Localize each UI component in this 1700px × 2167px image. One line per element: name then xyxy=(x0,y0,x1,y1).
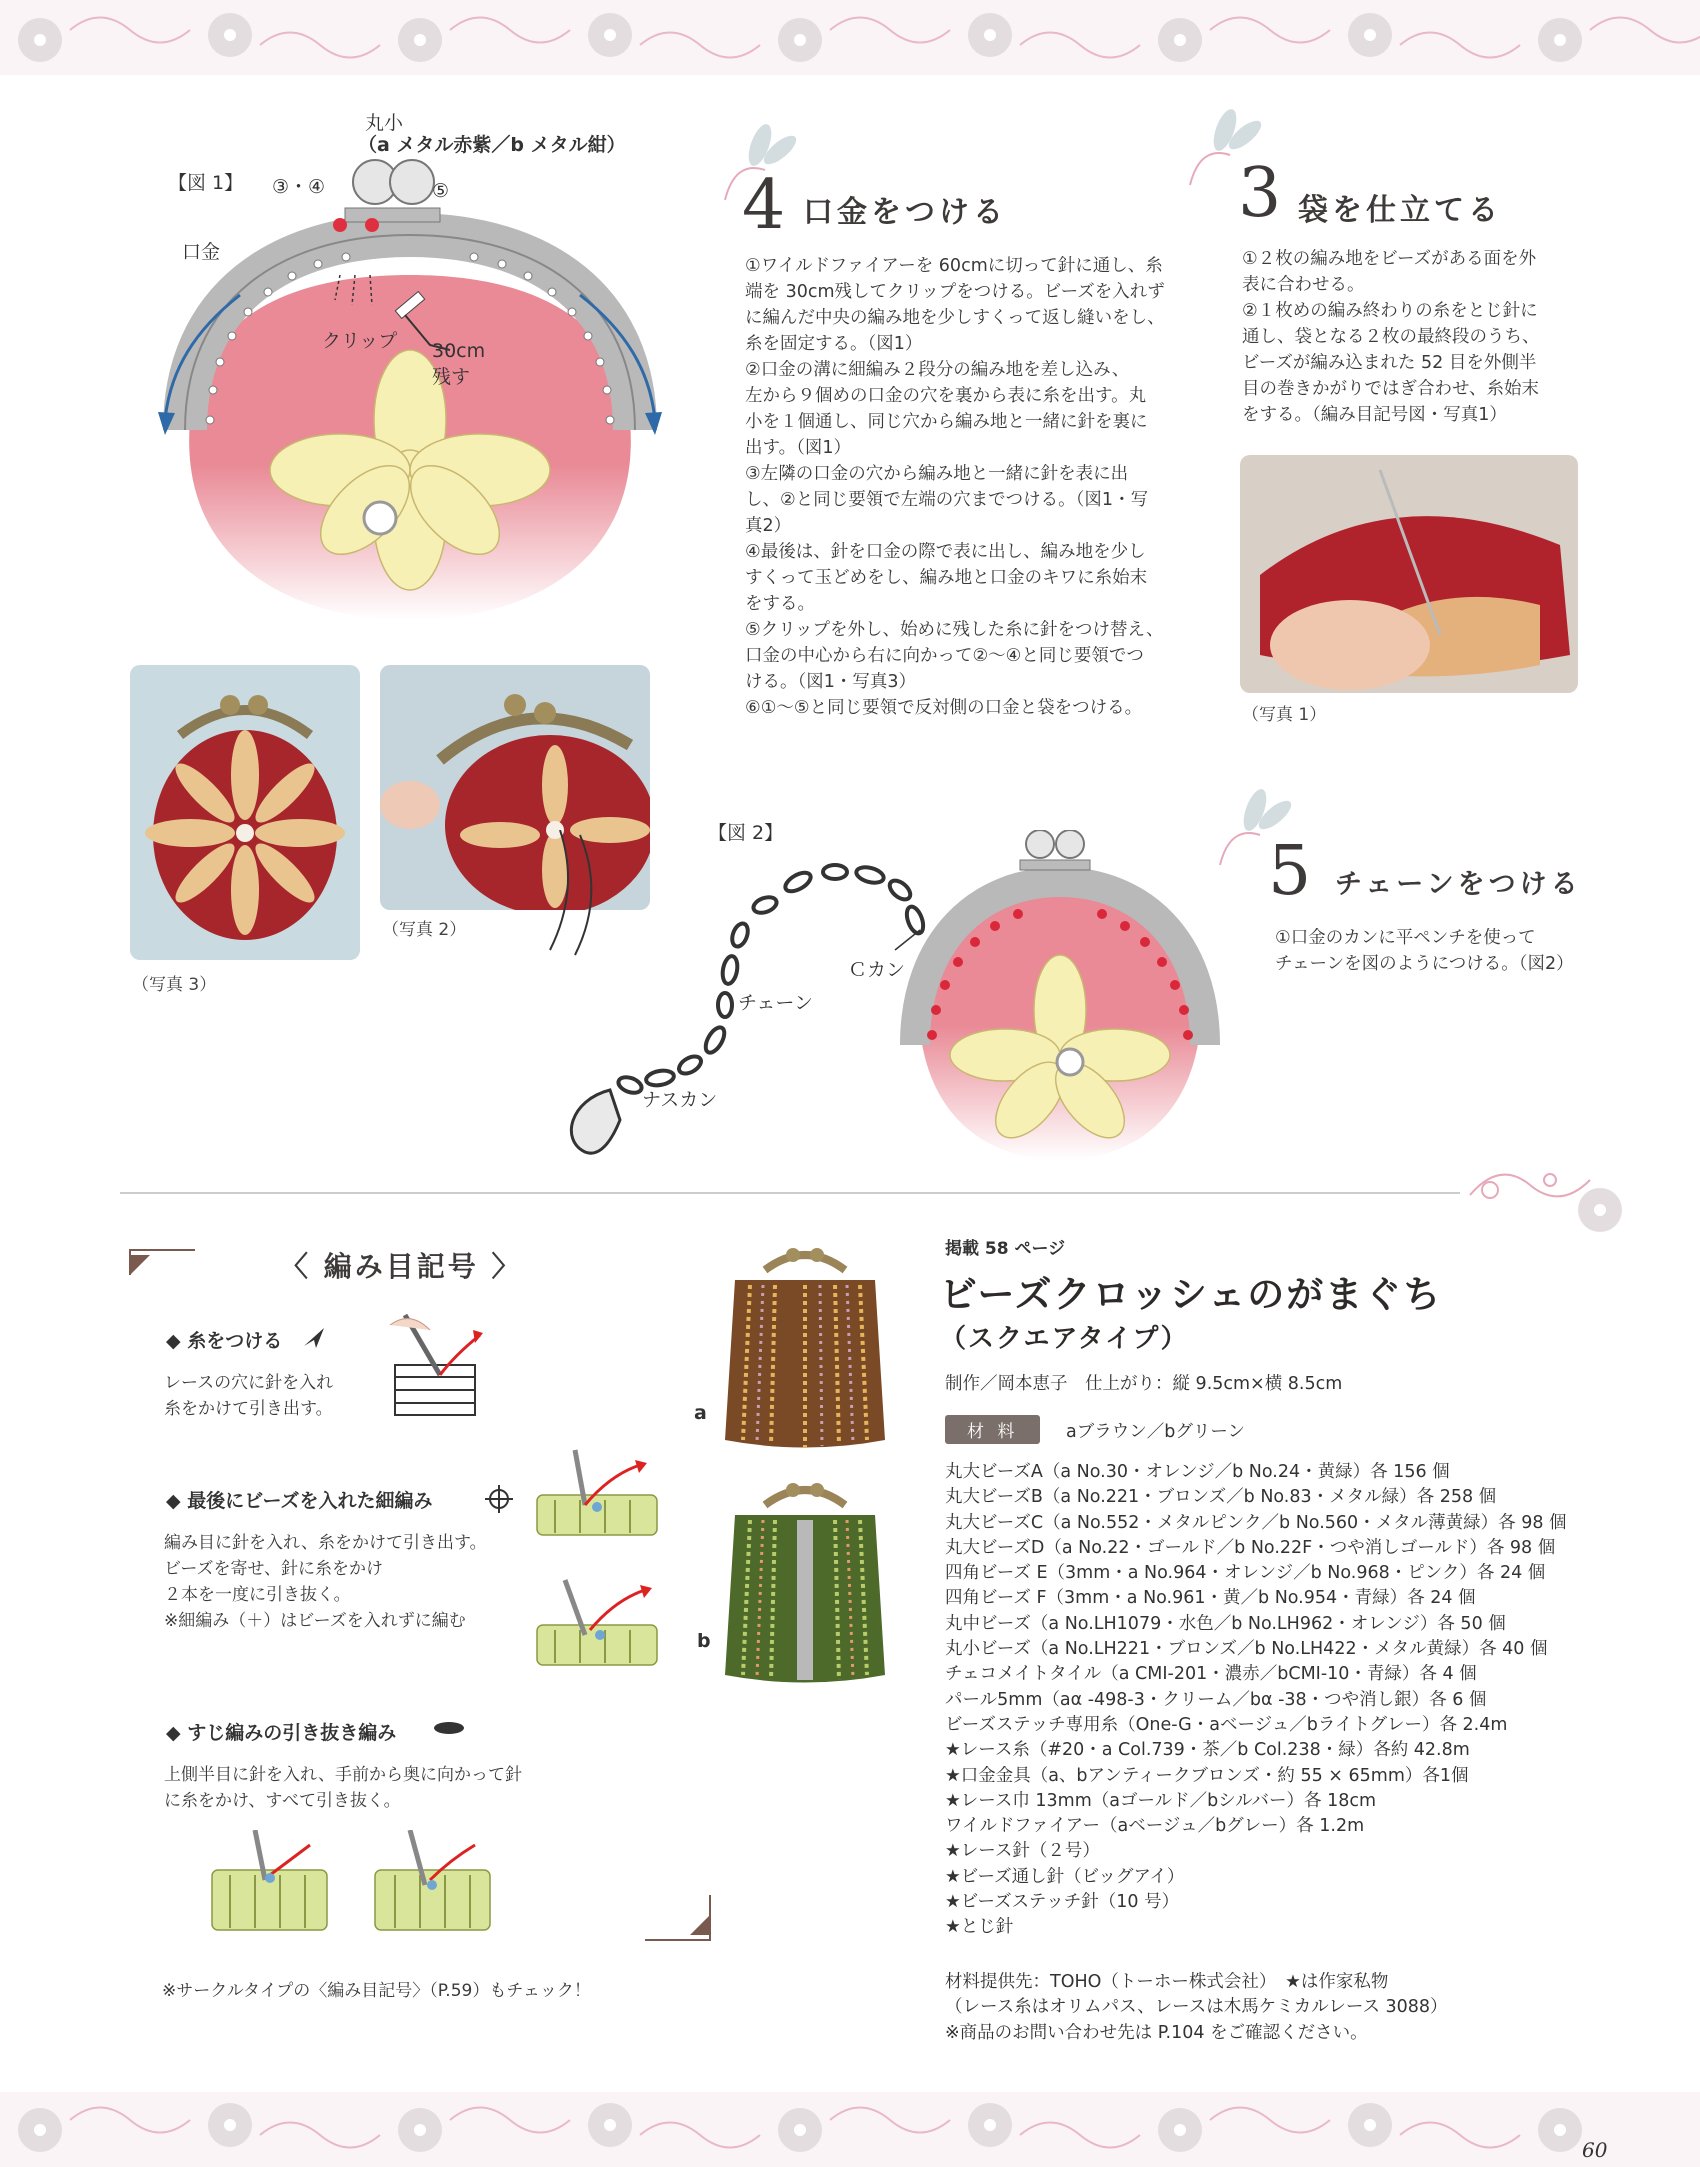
instruction-line: 真2） xyxy=(745,516,792,536)
step-3-instructions xyxy=(1242,246,1562,428)
instruction-line: ④最後は、針を口金の際で表に出し、編み地を少し xyxy=(745,542,1146,562)
material-item: ★レース針（２号） xyxy=(945,1841,1100,1862)
instruction-line: 小を１個通し、同じ穴から編み地と一緒に針を裏に xyxy=(745,412,1148,432)
material-item: ★ビーズステッチ針（10 号） xyxy=(945,1892,1180,1913)
attach-thread-illustration-icon xyxy=(385,1305,495,1425)
instruction-line: ③左隣の口金の穴から編み地と一緒に針を表に出 xyxy=(745,464,1129,484)
product-photo-a xyxy=(715,1240,895,1455)
instruction-line: をする。（編み目記号図・写真1） xyxy=(1242,405,1507,425)
step-3-title: 袋を仕立てる xyxy=(1298,193,1502,228)
floral-pattern-icon xyxy=(0,2092,1700,2167)
materials-variants: aブラウン／bグリーン xyxy=(1065,1422,1245,1442)
symbol-1-title: ◆ 糸をつける xyxy=(166,1330,283,1352)
instruction-line: 通し、袋となる２枚の最終段のうち、 xyxy=(1242,327,1540,347)
photo-1 xyxy=(1240,455,1578,693)
material-item: ★レース糸（#20・a Col.739・茶／b Col.238・緑）各約 42.8m xyxy=(945,1740,1470,1761)
instruction-line: 編み目に針を入れ、糸をかけて引き出す。 xyxy=(164,1533,487,1553)
step-4-title: 口金をつける xyxy=(803,195,1007,230)
supplier-info xyxy=(945,1970,1448,2046)
product-credits: 制作／岡本恵子 仕上がり：縦 9.5cm×横 8.5cm xyxy=(945,1374,1343,1394)
materials-header xyxy=(945,1415,1245,1444)
brown-purse-photo-icon xyxy=(715,1240,895,1455)
instruction-line: 端を 30cm残してクリップをつける。ビーズを入れず xyxy=(745,282,1165,302)
section-divider xyxy=(120,1192,1460,1194)
inquiry: ※商品のお問い合わせ先は P.104 をご確認ください。 xyxy=(945,2022,1368,2043)
instruction-line: 左から９個めの口金の穴を裏から表に糸を出す。丸 xyxy=(745,386,1147,406)
material-item: ワイルドファイアー（aベージュ／bグレー）各 1.2m xyxy=(945,1816,1365,1837)
material-item: ★とじ針 xyxy=(945,1917,1014,1938)
bead-single-crochet-illustration-icon xyxy=(535,1445,665,1685)
photo-1-caption: （写真 1） xyxy=(1242,705,1327,725)
annot-bead-colors: （a メタル赤紫／b メタル紺） xyxy=(358,134,626,156)
instruction-line: ⑤クリップを外し、始めに残した糸に針をつけ替え、 xyxy=(745,620,1164,640)
symbol-2-title: ◆ 最後にビーズを入れた細編み xyxy=(166,1490,433,1512)
instruction-line: 糸をかけて引き出す。 xyxy=(164,1399,333,1419)
annot-steps-34: ③・④ xyxy=(272,176,326,198)
product-label-b: b xyxy=(697,1630,711,1652)
step-5-title: チェーンをつける xyxy=(1335,869,1582,900)
instruction-line: 糸を固定する。（図1） xyxy=(745,334,923,354)
photo-3-caption: （写真 3） xyxy=(132,975,217,995)
figure-1-label: 【図 1】 xyxy=(168,172,244,194)
symbol-2-instructions xyxy=(164,1530,487,1634)
annot-nasukan: ナスカン xyxy=(642,1089,718,1111)
instruction-line: ②口金の溝に細編み２段分の編み地を差し込み、 xyxy=(745,360,1130,380)
beaded-purse-photo-icon xyxy=(130,665,360,960)
symbol-3-title: ◆ すじ編みの引き抜き編み xyxy=(166,1722,397,1744)
instruction-line: すくって玉どめをし、編み地と口金のキワに糸始末 xyxy=(745,568,1148,588)
bottom-decorative-band xyxy=(0,2092,1700,2167)
materials-list xyxy=(945,1460,1567,1941)
material-item: チェコメイトタイル（a CMI-201・濃赤／bCMI-10・青緑）各 4 個 xyxy=(945,1664,1477,1685)
step-5-number: 5 xyxy=(1268,832,1312,911)
materials-badge: 材 料 xyxy=(945,1415,1040,1444)
photo-2-caption: （写真 2） xyxy=(382,920,467,940)
instruction-line: し、②と同じ要領で左端の穴までつける。（図1・写 xyxy=(745,490,1149,510)
product-photo-b xyxy=(715,1475,895,1690)
annot-ckan: Ｃカン xyxy=(848,959,906,981)
annot-chain: チェーン xyxy=(738,992,814,1014)
stitching-photo-icon xyxy=(1240,455,1578,693)
instruction-line: ※細編み（＋）はビーズを入れずに編む xyxy=(164,1611,466,1631)
instruction-line: ①ワイルドファイアーを 60cmに切って針に通し、糸 xyxy=(745,256,1163,276)
symbols-note: ※サークルタイプの〈編み目記号〉（P.59）もチェック！ xyxy=(162,1981,591,2001)
material-item: ★レース巾 13mm（aゴールド／bシルバー）各 18cm xyxy=(945,1790,1377,1811)
instruction-line: に編んだ中央の編み地を少しすくって返し縫いをし、 xyxy=(745,308,1165,328)
instruction-line: に糸をかけ、すべて引き抜く。 xyxy=(164,1791,401,1811)
symbol-3-instructions xyxy=(164,1762,522,1814)
top-decorative-band xyxy=(0,0,1700,75)
step-5-instructions xyxy=(1275,925,1605,977)
annot-clip: クリップ xyxy=(322,330,398,352)
back-loop-slip-stitch-illustration-icon xyxy=(210,1830,580,1940)
figure-2-label: 【図 2】 xyxy=(708,822,784,844)
material-item: 丸大ビーズC（a No.552・メタルピンク／b No.560・メタル薄黄緑）各 98 個 xyxy=(945,1512,1567,1533)
instruction-line: 口金の中心から右に向かって②～④と同じ要領でつ xyxy=(745,646,1144,666)
back-loop-slip-stitch-symbol-icon xyxy=(432,1720,466,1736)
annot-step-5: ⑤ xyxy=(432,180,450,202)
symbol-1-instructions xyxy=(164,1370,333,1422)
product-title: ビーズクロッシェのがまぐち xyxy=(940,1273,1443,1316)
product-subtitle: （スクエアタイプ） xyxy=(940,1324,1189,1354)
annot-bead: 丸小 xyxy=(365,112,404,134)
instruction-line: レースの穴に針を入れ xyxy=(164,1373,334,1393)
symbols-title: 〈 編み目記号 〉 xyxy=(280,1250,523,1283)
material-item: 四角ビーズ E（3mm・a No.964・オレンジ／b No.968・ピンク）各 24 個 xyxy=(945,1563,1546,1584)
step-4-number: 4 xyxy=(742,166,786,245)
material-item: 四角ビーズ F（3mm・a No.961・黄／b No.954・青緑）各 24 個 xyxy=(945,1588,1476,1609)
instruction-line: 表に合わせる。 xyxy=(1242,275,1365,295)
step-4-instructions xyxy=(745,253,1165,721)
material-item: パール5mm（aα -498-3・クリーム／bα -38・つや消し銀）各 6 個 xyxy=(945,1689,1487,1710)
bead-single-crochet-symbol-icon xyxy=(484,1484,514,1514)
supplier: 材料提供先：TOHO（トーホー株式会社） ★は作家私物 xyxy=(945,1972,1389,1992)
material-item: 丸小ビーズ（a No.LH221・ブロンズ／b No.LH422・メタル黄緑）各 40 個 xyxy=(945,1639,1548,1660)
instruction-line: ２本を一度に引き抜く。 xyxy=(164,1585,351,1605)
product-page-ref: 掲載 58 ページ xyxy=(945,1239,1066,1259)
instruction-line: ①口金のカンに平ペンチを使って xyxy=(1275,928,1536,948)
annot-kuchigane: 口金 xyxy=(182,241,221,263)
material-item: ★ビーズ通し針（ビッグアイ） xyxy=(945,1866,1185,1887)
product-label-a: a xyxy=(694,1402,707,1424)
annot-nokosu: 残す xyxy=(432,366,471,388)
material-item: 丸大ビーズA（a No.30・オレンジ／b No.24・黄緑）各 156 個 xyxy=(945,1462,1450,1482)
photo-3 xyxy=(130,665,360,960)
material-item: 丸大ビーズD（a No.22・ゴールド／b No.22F・つや消しゴールド）各 98 個 xyxy=(945,1537,1556,1558)
step-3-number: 3 xyxy=(1238,154,1282,233)
page-number: 60 xyxy=(1582,2138,1608,2162)
instruction-line: チェーンを図のようにつける。（図2） xyxy=(1275,954,1574,974)
instruction-line: ビーズを寄せ、針に糸をかけ xyxy=(164,1559,383,1579)
floral-pattern-icon xyxy=(0,0,1700,75)
material-item: ★口金金具（a、bアンティークブロンズ・約 55 × 65mm）各1個 xyxy=(945,1765,1469,1786)
instruction-line: 上側半目に針を入れ、手前から奥に向かって針 xyxy=(164,1765,523,1785)
green-purse-photo-icon xyxy=(715,1475,895,1690)
swirl-ornament-icon xyxy=(1460,1150,1630,1250)
supplier-note: （レース糸はオリムパス、レースは木馬ケミカルレース 3088） xyxy=(945,1997,1448,2018)
instruction-line: をする。 xyxy=(745,594,815,614)
material-item: 丸中ビーズ（a No.LH1079・水色／b No.LH962・オレンジ）各 50 個 xyxy=(945,1613,1506,1634)
material-item: ビーズステッチ専用糸（One-G・aベージュ／bライトグレー）各 2.4m xyxy=(945,1714,1508,1735)
material-item: 丸大ビーズB（a No.221・ブロンズ／b No.83・メタル緑）各 258 個 xyxy=(945,1487,1497,1508)
instruction-line: ②１枚めの編み終わりの糸をとじ針に xyxy=(1242,301,1538,321)
instruction-line: 目の巻きかがりではぎ合わせ、糸始末 xyxy=(1242,379,1539,399)
instruction-line: ①２枚の編み地をビーズがある面を外 xyxy=(1242,249,1537,269)
annot-30cm: 30cm xyxy=(432,340,486,362)
attach-thread-symbol-icon xyxy=(302,1326,326,1350)
instruction-line: ビーズが編み込まれた 52 目を外側半 xyxy=(1242,353,1537,373)
instruction-line: 出す。（図1） xyxy=(745,438,851,458)
instruction-line: ける。（図1・写真3） xyxy=(745,672,917,692)
instruction-line: ⑥①～⑤と同じ要領で反対側の口金と袋をつける。 xyxy=(745,698,1143,718)
